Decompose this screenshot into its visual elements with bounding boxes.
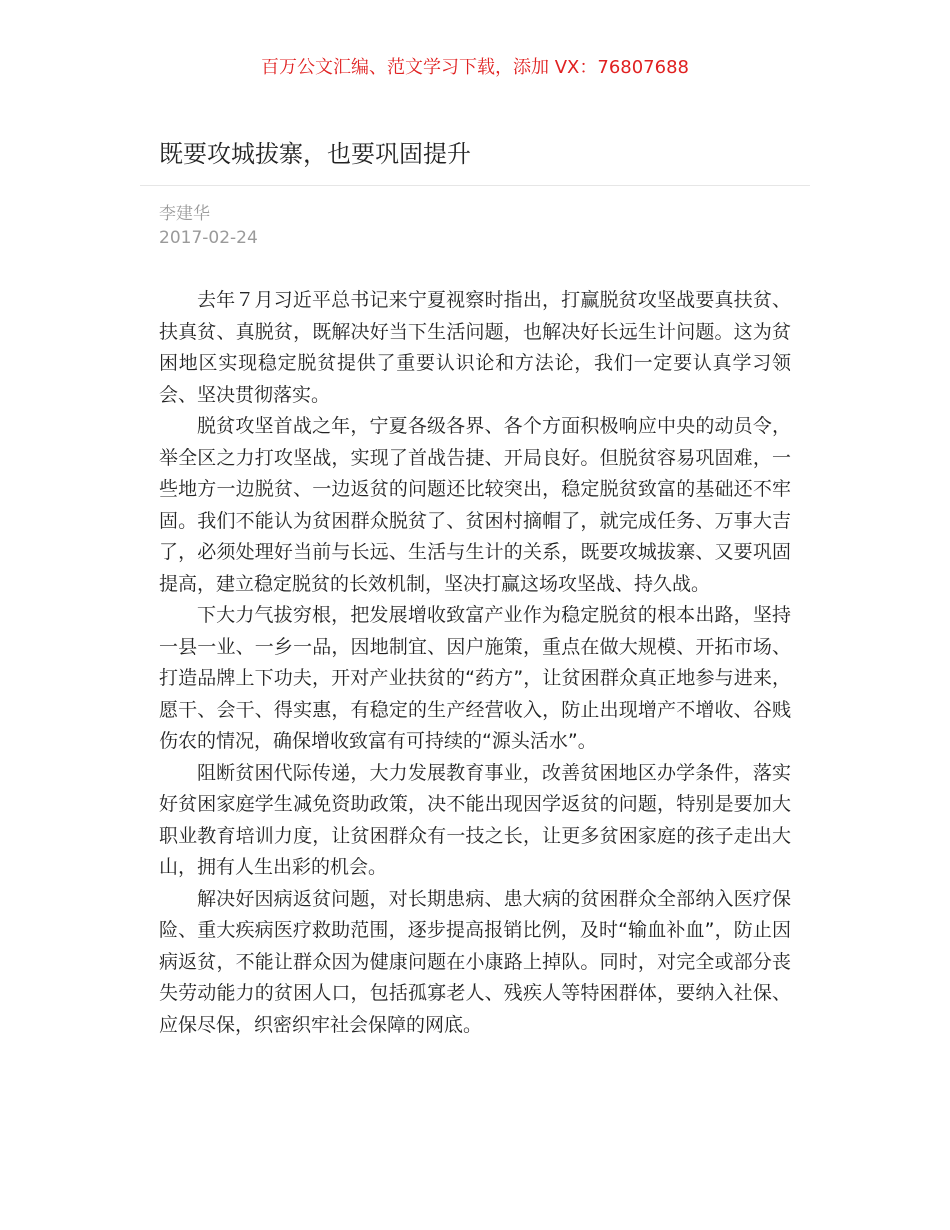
article-author: 李建华 — [159, 204, 210, 224]
article-paragraph: 阻断贫困代际传递，大力发展教育事业，改善贫困地区办学条件，落实好贫困家庭学生减免资助政策，决不能出现因学返贫的问题，特别是要加大职业教育培训力度，让贫困群众有一技之长，让更多贫困家庭的孩子走出大山，拥有人生出彩的机会。 — [159, 761, 791, 878]
article-paragraph: 去年７月习近平总书记来宁夏视察时指出，打赢脱贫攻坚战要真扶贫、扶真贫、真脱贫，既解决好当下生活问题，也解决好长远生计问题。这为贫困地区实现稳定脱贫提供了重要认识论和方法论，我们一定要认真学习领会、坚决贯彻落实。 — [159, 289, 791, 406]
promo-banner: 百万公文汇编、范文学习下载，添加 VX：76807688 — [261, 57, 689, 78]
article-paragraph: 解决好因病返贫问题，对长期患病、患大病的贫困群众全部纳入医疗保险、重大疾病医疗救助范围，逐步提高报销比例，及时“输血补血”，防止因病返贫，不能让群众因为健康问题在小康路上掉队。同时，对完全或部分丧失劳动能力的贫困人口，包括孤寡老人、残疾人等特困群体，要纳入社保、应保尽保，织密织牢社会保障的网底。 — [159, 887, 791, 1036]
article-date: 2017-02-24 — [159, 228, 258, 248]
article-paragraph: 脱贫攻坚首战之年，宁夏各级各界、各个方面积极响应中央的动员令，举全区之力打攻坚战，实现了首战告捷、开局良好。但脱贫容易巩固难，一些地方一边脱贫、一边返贫的问题还比较突出，稳定脱贫致富的基础还不牢固。我们不能认为贫困群众脱贫了、贫困村摘帽了，就完成任务、万事大吉了，必须处理好当前与长远、生活与生计的关系，既要攻城拔寨、又要巩固提高，建立稳定脱贫的长效机制，坚决打赢这场攻坚战、持久战。 — [159, 415, 791, 595]
article-title: 既要攻城拔寨，也要巩固提升 — [159, 140, 471, 168]
title-divider — [140, 185, 810, 186]
article-meta — [159, 202, 258, 250]
article-body — [159, 285, 791, 1041]
article-paragraph: 下大力气拔穷根，把发展增收致富产业作为稳定脱贫的根本出路，坚持一县一业、一乡一品，因地制宜、因户施策，重点在做大规模、开拓市场、打造品牌上下功夫，开对产业扶贫的“药方”，让贫困群众真正地参与进来，愿干、会干、得实惠，有稳定的生产经营收入，防止出现增产不增收、谷贱伤农的情况，确保增收致富有可持续的“源头活水”。 — [159, 604, 791, 752]
